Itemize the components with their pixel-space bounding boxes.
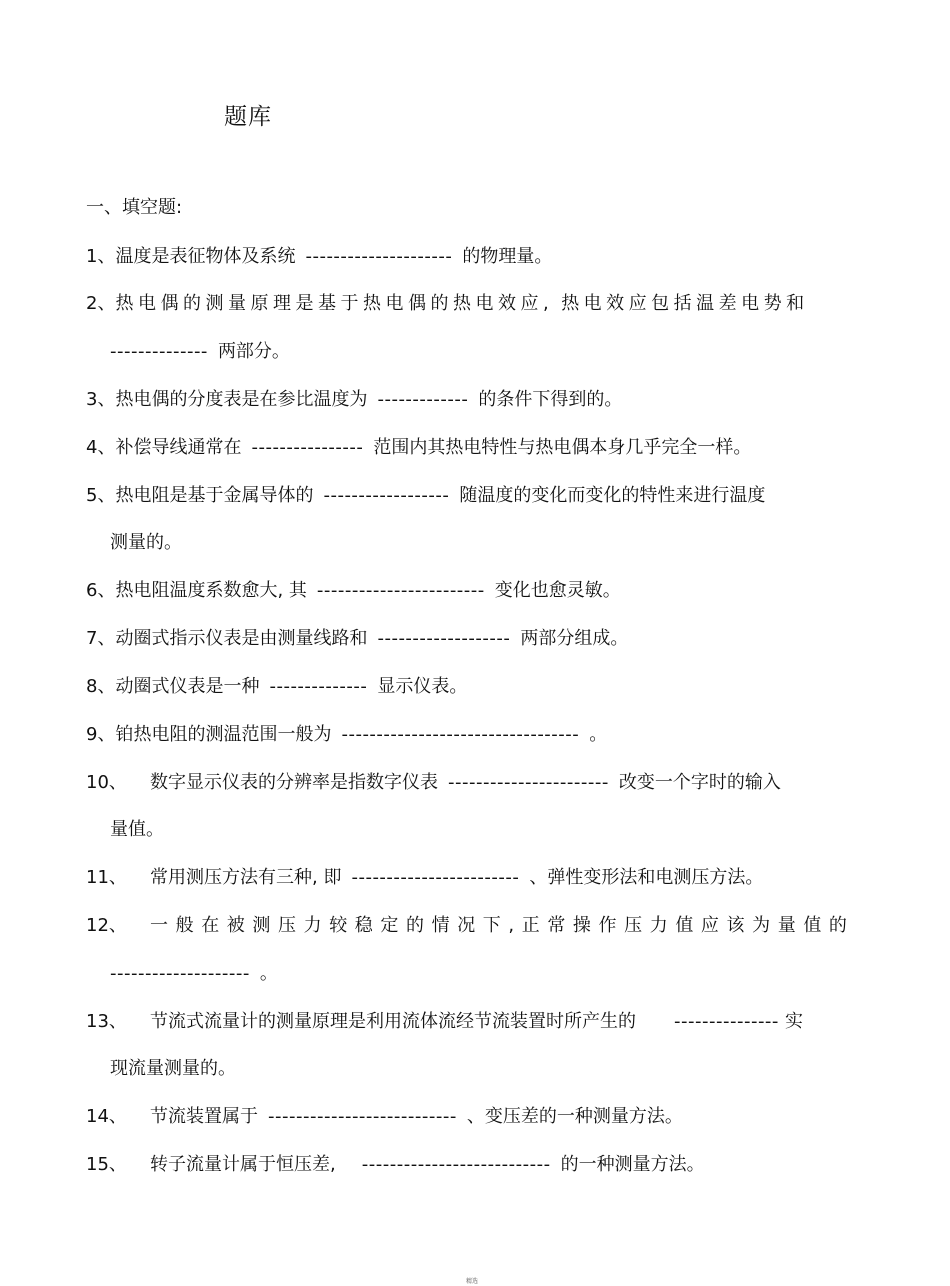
question-12-continued [110,962,278,986]
question-text: 。 [259,963,278,984]
question-text: 显示仪表。 [377,676,468,697]
question-8 [86,675,467,699]
question-text: 改变一个字时的输入 [618,772,781,793]
question-text: 变化也愈灵敏。 [494,580,621,601]
page-footer: 精选 [466,1278,479,1285]
fill-blank: --------------------------- [361,1154,551,1175]
question-text: 现流量测量的。 [110,1058,236,1079]
question-text: 测量的。 [110,532,182,553]
fill-blank: ------------------------ [351,867,520,888]
question-number: 2、 [86,293,116,314]
question-number: 1、 [86,246,116,267]
question-text: 范围内其热电特性与热电偶本身几乎完全一样。 [373,437,752,458]
question-text: 的一种测量方法。 [560,1154,705,1175]
question-text: 两部分组成。 [520,628,629,649]
question-9 [86,723,607,747]
fill-blank: ----------------------- [448,772,609,793]
question-text: 节流装置属于 [150,1106,258,1127]
question-6 [86,579,621,603]
question-text: 量值。 [110,819,164,840]
question-11 [86,866,763,890]
question-text: 。 [589,724,608,745]
question-text: 热电阻是基于金属导体的 [115,485,314,506]
question-number: 10、 [86,772,127,793]
question-text: 数字显示仪表的分辨率是指数字仪表 [150,772,438,793]
fill-blank: --------------- [674,1011,779,1032]
question-10-continued [110,818,164,842]
question-text: 热电阻温度系数愈大, 其 [115,580,307,601]
fill-blank: -------------- [110,341,208,362]
section-heading: 一、填空题: [86,197,183,218]
fill-blank: ---------------------------------- [341,724,580,745]
question-3 [86,388,622,412]
question-text: 热电效应包括温差电势和 [561,293,809,314]
question-number: 11、 [86,867,127,888]
question-text: 热电偶的分度表是在参比温度为 [115,389,368,410]
question-text: 动圈式仪表是一种 [115,676,260,697]
question-15 [86,1153,705,1177]
question-10 [86,771,781,795]
fill-blank: --------------------- [305,246,453,267]
question-text: 的物理量。 [462,246,553,267]
fill-blank: ---------------- [251,437,364,458]
question-number: 9、 [86,724,116,745]
fill-blank: -------------------- [110,963,250,984]
question-text: 实 [784,1011,803,1032]
question-number: 5、 [86,485,116,506]
question-2 [86,292,809,316]
question-text: 温度是表征物体及系统 [115,246,296,267]
question-text: 、弹性变形法和电测压方法。 [529,867,764,888]
question-text: 的条件下得到的。 [478,389,623,410]
fill-blank: ------------------- [377,628,511,649]
question-number: 14、 [86,1106,127,1127]
fill-blank: --------------------------- [268,1106,457,1127]
question-number: 4、 [86,437,116,458]
fill-blank: ------------------------ [316,580,485,601]
question-text: 动圈式指示仪表是由测量线路和 [115,628,368,649]
question-4 [86,436,751,460]
question-number: 12、 [86,915,127,936]
question-text: 补偿导线通常在 [115,437,242,458]
question-13 [86,1010,803,1034]
question-number: 6、 [86,580,116,601]
question-number: 8、 [86,676,116,697]
question-number: 3、 [86,389,116,410]
question-text: 转子流量计属于恒压差, [150,1154,336,1175]
question-number: 7、 [86,628,116,649]
question-5 [86,484,765,508]
question-number: 15、 [86,1154,127,1175]
question-number: 13、 [86,1011,127,1032]
question-2-continued [110,340,290,364]
fill-blank: -------------- [269,676,368,697]
question-14 [86,1105,683,1129]
fill-blank: ------------------ [323,485,450,506]
question-text: 铂热电阻的测温范围一般为 [115,724,332,745]
question-text: 、变压差的一种测量方法。 [466,1106,683,1127]
question-5-continued [110,531,182,555]
question-text: 常用测压方法有三种, 即 [150,867,342,888]
question-13-continued [110,1057,236,1081]
question-text: 节流式流量计的测量原理是利用流体流经节流装置时所产生的 [150,1011,636,1032]
question-text: 随温度的变化而变化的特性来进行温度 [459,485,766,506]
question-text: 一般在被测压力较稳定的情况下,正常操作压力值应该为量值的 [150,915,855,936]
question-7 [86,627,628,651]
document-title: 题库 [224,104,272,130]
question-text: 两部分。 [217,341,290,362]
fill-blank: ------------- [377,389,469,410]
question-1 [86,245,552,269]
question-12 [86,914,855,938]
question-text: 热电偶的测量原理是基于热电偶的热电效应, [115,293,554,314]
